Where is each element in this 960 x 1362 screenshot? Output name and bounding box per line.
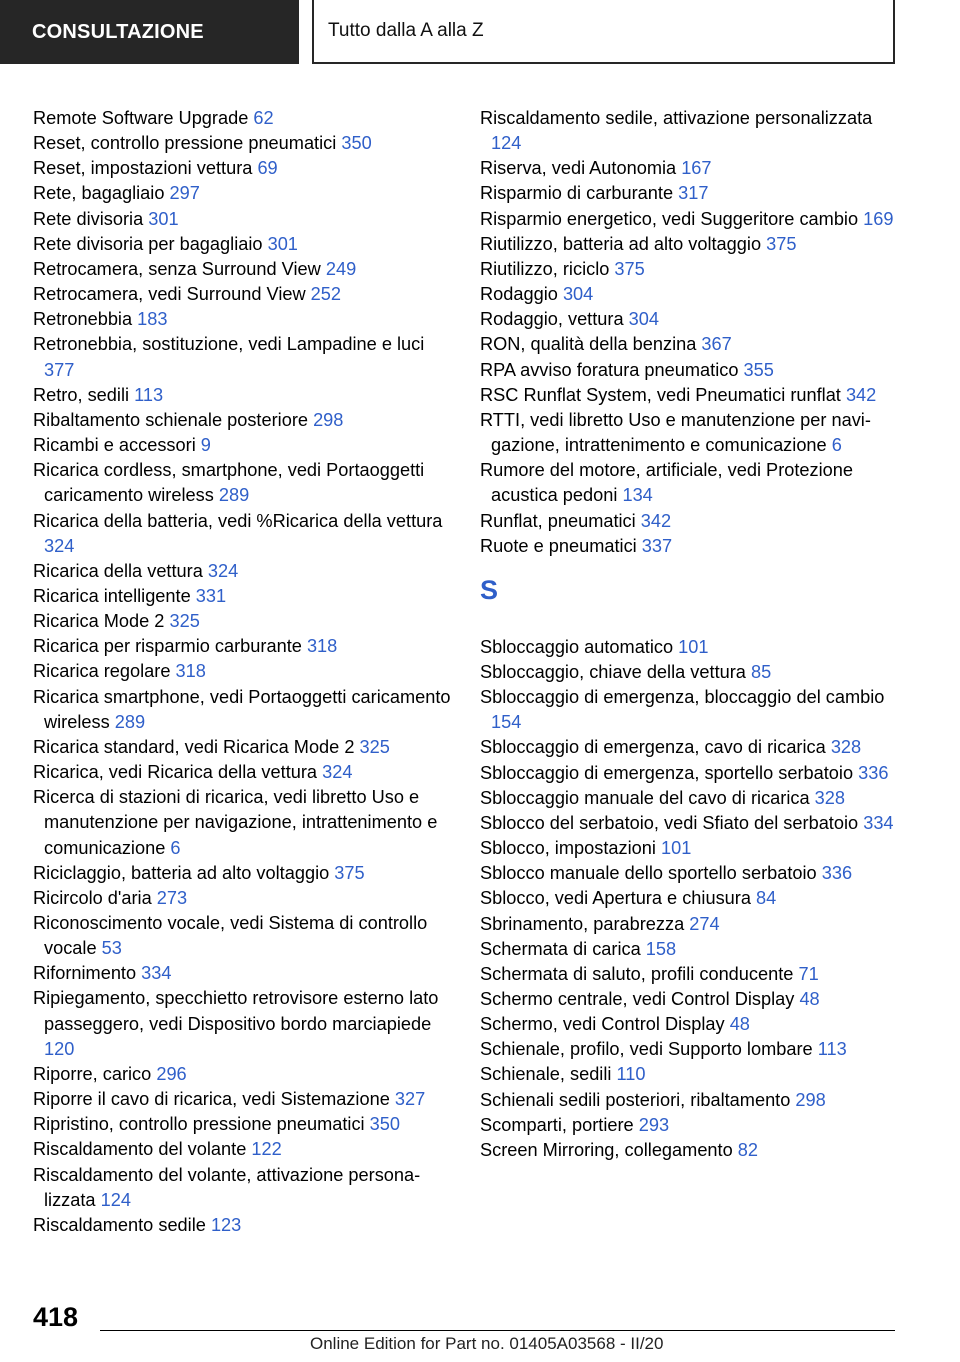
index-term: Ricambi e accessori <box>33 435 196 456</box>
page-reference-link[interactable]: 324 <box>207 560 239 581</box>
index-entry <box>480 735 900 760</box>
page-reference-link[interactable]: 367 <box>701 334 732 355</box>
index-term: Retrocamera, senza Surround View <box>33 258 321 279</box>
index-term: Riscaldamento del volante <box>33 1139 247 1160</box>
index-entry <box>33 986 453 1061</box>
index-entry <box>480 1113 900 1138</box>
index-term: Rumore del motore, artificiale, vedi Protezione acustica pedoni <box>480 460 854 506</box>
index-entry <box>33 886 453 911</box>
index-entry <box>33 156 453 181</box>
page-reference-link[interactable]: 324 <box>44 535 75 556</box>
page-reference-link[interactable]: 134 <box>622 485 653 506</box>
page-reference-link[interactable]: 273 <box>156 887 188 908</box>
index-entry <box>480 811 900 836</box>
index-term: Schienale, profilo, vedi Supporto lombare <box>480 1039 813 1060</box>
index-term: Ricircolo d'aria <box>33 887 152 908</box>
index-term: Ricarica smartphone, vedi Portaoggetti caricamento wireless <box>33 686 451 732</box>
index-entry <box>480 786 900 811</box>
page-number: 418 <box>33 1302 79 1332</box>
index-group-r <box>480 106 900 559</box>
index-entry <box>480 836 900 861</box>
page-reference-link[interactable]: 124 <box>491 133 522 154</box>
index-term: Ricarica, vedi Ricarica della vettura <box>33 762 318 783</box>
index-entry <box>33 760 453 785</box>
index-term: Ruote e pneumatici <box>480 535 637 556</box>
page-reference-link[interactable]: 331 <box>195 585 227 606</box>
index-entry <box>33 433 453 458</box>
page-reference-link[interactable]: 6 <box>831 435 842 456</box>
index-term: Riscaldamento sedile, attivazione personalizzata <box>480 108 873 128</box>
page-reference-link[interactable]: 298 <box>313 409 344 430</box>
index-entry <box>480 282 900 307</box>
index-entry <box>33 1112 453 1137</box>
index-term: Rodaggio, vettura <box>480 309 624 330</box>
page-reference-link[interactable]: 336 <box>858 762 889 783</box>
index-term: Sbloccaggio di emergenza, cavo di ricarica <box>480 737 826 758</box>
index-entry <box>33 1213 453 1238</box>
section-tab <box>0 0 299 64</box>
index-entry <box>33 609 453 634</box>
edition-footer: Online Edition for Part no. 01405A03568 - II/20 <box>310 1334 664 1353</box>
page-reference-link[interactable]: 293 <box>638 1114 670 1135</box>
index-entry <box>480 1037 900 1062</box>
index-entry <box>480 1088 900 1113</box>
page-reference-link[interactable]: 336 <box>821 863 853 884</box>
index-entry <box>33 232 453 257</box>
index-term: RSC Runflat System, vedi Pneumatici runflat <box>480 384 841 405</box>
page-reference-link[interactable]: 48 <box>799 989 820 1009</box>
index-entry <box>480 534 900 559</box>
page-reference-link[interactable]: 84 <box>756 888 777 909</box>
index-entry <box>33 1163 453 1213</box>
index-entry <box>33 408 453 433</box>
page-reference-link[interactable]: 69 <box>257 158 278 179</box>
index-entry <box>33 559 453 584</box>
index-term: Sbloccaggio di emergenza, bloccaggio del cambio <box>480 687 885 708</box>
page-reference-link[interactable]: 377 <box>44 359 75 380</box>
index-entry <box>33 282 453 307</box>
index-entry <box>480 181 900 206</box>
index-term: Reset, impostazioni vettura <box>33 158 253 179</box>
index-entry <box>480 861 900 886</box>
page-reference-link[interactable]: 6 <box>170 837 181 858</box>
page-reference-link[interactable]: 113 <box>817 1039 847 1060</box>
index-term: Ricarica della batteria, vedi %Ricarica della vettura <box>33 510 443 531</box>
index-entry <box>480 458 900 508</box>
page-reference-link[interactable]: 375 <box>614 258 645 279</box>
index-entry <box>480 408 900 458</box>
index-term: RTTI, vedi libretto Uso e manutenzione per navigazione, intrattenimento e comunicazione <box>480 409 871 456</box>
index-entry <box>480 207 900 232</box>
index-term: Ricarica regolare <box>33 661 171 682</box>
index-entry <box>480 156 900 181</box>
index-entry <box>33 1137 453 1162</box>
page-reference-link[interactable]: 318 <box>175 661 206 682</box>
index-term: Riutilizzo, riciclo <box>480 258 610 279</box>
index-term: Schermo centrale, vedi Control Display <box>480 989 795 1009</box>
index-entry <box>480 987 900 1012</box>
index-term: Sbloccaggio, chiave della vettura <box>480 661 746 682</box>
page-reference-link[interactable]: 158 <box>645 938 677 959</box>
index-term: Ricarica standard, vedi Ricarica Mode 2 <box>33 736 355 757</box>
page-reference-link[interactable]: 304 <box>562 284 594 305</box>
chapter-title: Tutto dalla A alla Z <box>328 20 484 41</box>
page-reference-link[interactable]: 342 <box>640 510 672 531</box>
index-term: Sblocco manuale dello sportello serbatoio <box>480 863 817 884</box>
page-reference-link[interactable]: 301 <box>267 233 298 254</box>
index-column-left <box>33 106 453 1238</box>
index-term: Rete, bagagliaio <box>33 183 165 204</box>
page-reference-link[interactable]: 337 <box>641 535 673 556</box>
index-term: Riscaldamento sedile <box>33 1214 206 1235</box>
page-reference-link[interactable]: 289 <box>218 485 250 506</box>
index-entry <box>33 584 453 609</box>
index-term: Ricarica della vettura <box>33 560 203 581</box>
index-term: Ricarica Mode 2 <box>33 611 165 632</box>
page-reference-link[interactable]: 355 <box>743 359 774 380</box>
index-term: Schermata di carica <box>480 938 641 959</box>
index-term: Ricarica cordless, smartphone, vedi Portaoggetti caricamento wireless <box>33 460 425 506</box>
index-term: Riporre, carico <box>33 1063 152 1084</box>
index-term: Ripristino, controllo pressione pneumatici <box>33 1114 365 1135</box>
index-term: Retronebbia <box>33 309 133 330</box>
index-entry <box>480 685 900 735</box>
index-entry <box>33 961 453 986</box>
index-entry <box>480 106 900 156</box>
page-reference-link[interactable]: 350 <box>341 133 372 154</box>
index-term: Riconoscimento vocale, vedi Sistema di controllo vocale <box>33 913 428 959</box>
page-reference-link[interactable]: 252 <box>310 284 342 305</box>
index-term: Sblocco del serbatoio, vedi Sfiato del serbatoio <box>480 812 859 833</box>
page-reference-link[interactable]: 296 <box>156 1063 187 1084</box>
index-term: Scomparti, portiere <box>480 1114 634 1135</box>
section-letter: S <box>480 574 499 605</box>
index-entry <box>33 307 453 332</box>
chapter-tab <box>312 0 895 64</box>
index-term: Sbloccaggio di emergenza, sportello serbatoio <box>480 762 854 783</box>
page-reference-link[interactable]: 298 <box>795 1089 826 1110</box>
index-group-s <box>480 635 900 1163</box>
index-term: Riutilizzo, batteria ad alto voltaggio <box>480 233 762 254</box>
index-entry <box>480 332 900 357</box>
index-term: Reset, controllo pressione pneumatici <box>33 133 337 154</box>
page-reference-link[interactable]: 113 <box>134 384 164 405</box>
page-reference-link[interactable]: 9 <box>200 435 211 456</box>
page-reference-link[interactable]: 327 <box>394 1089 426 1110</box>
index-entry <box>33 207 453 232</box>
footer-divider <box>100 1330 895 1331</box>
index-term: Screen Mirroring, collegamento <box>480 1139 733 1160</box>
page-reference-link[interactable]: 318 <box>306 636 338 657</box>
page-reference-link[interactable]: 167 <box>681 158 712 179</box>
page-reference-link[interactable]: 154 <box>491 712 522 733</box>
index-term: RPA avviso foratura pneumatico <box>480 359 739 380</box>
index-term: Sblocco, vedi Apertura e chiusura <box>480 888 751 909</box>
index-term: Rete divisoria <box>33 208 144 229</box>
page-reference-link[interactable]: 48 <box>729 1014 750 1035</box>
index-term: Sbloccaggio manuale del cavo di ricarica <box>480 787 810 808</box>
page-reference-link[interactable]: 334 <box>141 963 172 984</box>
index-entry <box>480 761 900 786</box>
page-reference-link[interactable]: 85 <box>750 661 772 682</box>
page-reference-link[interactable]: 375 <box>766 233 797 254</box>
page-reference-link[interactable]: 328 <box>830 737 862 758</box>
page-reference-link[interactable]: 123 <box>210 1214 242 1235</box>
page-reference-link[interactable]: 328 <box>814 787 845 808</box>
index-term: Ripiegamento, specchietto retrovisore esterno lato passeggero, vedi Dispositivo bordo marciapiede <box>33 988 439 1034</box>
index-term: Rifornimento <box>33 963 137 984</box>
index-entry <box>33 861 453 886</box>
page-reference-link[interactable]: 334 <box>863 812 894 833</box>
page-reference-link[interactable]: 325 <box>169 611 200 632</box>
index-entry <box>33 1087 453 1112</box>
index-entry <box>33 634 453 659</box>
index-entry <box>480 937 900 962</box>
index-entry <box>33 181 453 206</box>
index-term: Risparmio di carburante <box>480 183 674 204</box>
index-entry <box>480 962 900 987</box>
index-term: Ribaltamento schienale posteriore <box>33 409 308 430</box>
page-reference-link[interactable]: 71 <box>798 963 819 984</box>
index-entry <box>480 383 900 408</box>
page-reference-link[interactable]: 62 <box>253 108 274 128</box>
section-title: CONSULTAZIONE <box>32 20 204 43</box>
page-reference-link[interactable]: 53 <box>101 938 122 959</box>
page-reference-link[interactable]: 375 <box>334 862 365 883</box>
page-reference-link[interactable]: 297 <box>169 183 200 204</box>
index-entry <box>33 685 453 735</box>
index-entry <box>480 1012 900 1037</box>
page-reference-link[interactable]: 342 <box>845 384 877 405</box>
index-entry <box>480 358 900 383</box>
index-term: Riporre il cavo di ricarica, vedi Sistemazione <box>33 1089 390 1110</box>
index-entry <box>33 735 453 760</box>
index-term: Runflat, pneumatici <box>480 510 636 531</box>
page-reference-link[interactable]: 249 <box>325 258 357 279</box>
index-column-right <box>480 106 900 1163</box>
page-reference-link[interactable]: 101 <box>660 838 692 859</box>
index-term: Retrocamera, vedi Surround View <box>33 284 306 305</box>
index-entry <box>33 257 453 282</box>
index-term: Riciclaggio, batteria ad alto voltaggio <box>33 862 330 883</box>
page-reference-link[interactable]: 82 <box>737 1139 759 1160</box>
page-reference-link[interactable]: 169 <box>863 208 894 229</box>
index-entry <box>33 785 453 860</box>
index-term: RON, qualità della benzina <box>480 334 697 355</box>
index-term: Schermo, vedi Control Display <box>480 1014 725 1035</box>
index-entry <box>480 257 900 282</box>
page-reference-link[interactable]: 183 <box>137 309 168 330</box>
index-entry <box>480 886 900 911</box>
index-term: Schienale, sedili <box>480 1064 612 1085</box>
page-reference-link[interactable]: 122 <box>251 1139 282 1160</box>
index-term: Sbrinamento, parabrezza <box>480 913 685 934</box>
index-term: Schermata di saluto, profili conducente <box>480 963 794 984</box>
index-term: Retronebbia, sostituzione, vedi Lampadine e luci <box>33 334 425 355</box>
index-term: Retro, sedili <box>33 384 130 405</box>
index-entry <box>33 106 453 131</box>
index-entry <box>33 131 453 156</box>
index-entry <box>33 458 453 508</box>
page-reference-link[interactable]: 124 <box>100 1189 131 1210</box>
index-entry <box>480 307 900 332</box>
index-term: Sbloccaggio automatico <box>480 636 674 657</box>
page-reference-link[interactable]: 274 <box>689 913 720 934</box>
index-entry <box>480 1138 900 1163</box>
index-term: Sblocco, impostazioni <box>480 838 656 859</box>
index-term: Ricarica per risparmio carburante <box>33 636 302 657</box>
index-entry <box>480 1062 900 1087</box>
index-entry <box>480 660 900 685</box>
index-entry <box>480 232 900 257</box>
index-term: Ricerca di stazioni di ricarica, vedi libretto Uso e manutenzione per navigazione, intrattenimento e comunicazione <box>33 787 438 858</box>
page-reference-link[interactable]: 120 <box>44 1038 75 1059</box>
index-entry <box>480 635 900 660</box>
page-reference-link[interactable]: 350 <box>369 1114 400 1135</box>
index-term: Rete divisoria per bagagliaio <box>33 233 263 254</box>
index-term: Risparmio energetico, vedi Suggeritore cambio <box>480 208 859 229</box>
index-term: Remote Software Upgrade <box>33 108 249 128</box>
page-reference-link[interactable]: 289 <box>114 711 146 732</box>
index-entry <box>33 659 453 684</box>
index-entry <box>33 911 453 961</box>
index-entry <box>33 332 453 382</box>
index-term: Schienali sedili posteriori, ribaltamento <box>480 1089 791 1110</box>
page-reference-link[interactable]: 110 <box>616 1064 646 1085</box>
index-entry <box>33 1062 453 1087</box>
index-entry <box>480 509 900 534</box>
page-reference-link[interactable]: 301 <box>148 208 179 229</box>
index-term: Riserva, vedi Autonomia <box>480 158 677 179</box>
index-term: Riscaldamento del volante, attivazione personalizzata <box>33 1164 421 1210</box>
page-reference-link[interactable]: 317 <box>678 183 709 204</box>
index-term: Rodaggio <box>480 284 558 305</box>
index-entry <box>33 509 453 559</box>
page-reference-link[interactable]: 101 <box>678 636 709 657</box>
index-entry <box>33 383 453 408</box>
page-reference-link[interactable]: 324 <box>322 762 353 783</box>
index-term: Ricarica intelligente <box>33 585 191 606</box>
index-entry <box>480 912 900 937</box>
page-reference-link[interactable]: 304 <box>628 309 659 330</box>
page-reference-link[interactable]: 325 <box>359 736 390 757</box>
